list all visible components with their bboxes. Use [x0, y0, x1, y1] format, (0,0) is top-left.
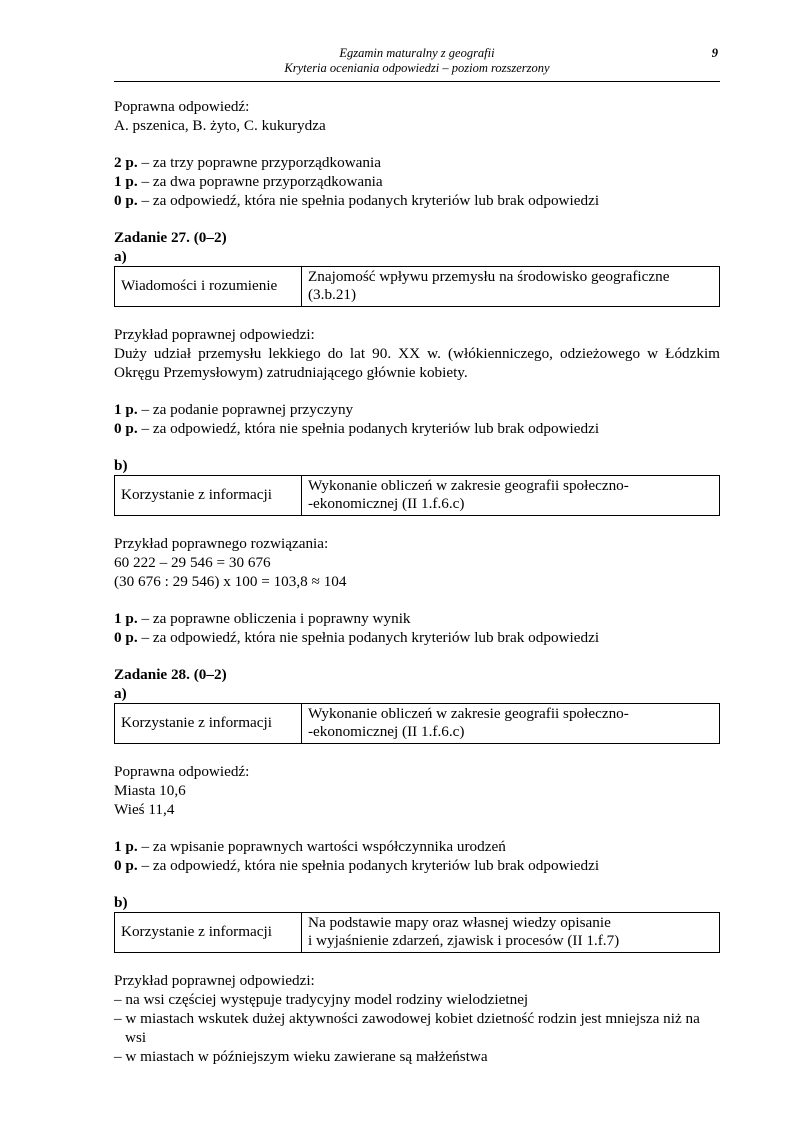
- criteria-line: Wykonanie obliczeń w zakresie geografii społeczno-: [308, 705, 629, 722]
- score-line: 1 p. – za podanie poprawnej przyczyny: [114, 401, 354, 418]
- page-header: [114, 46, 720, 82]
- example-label: Przykład poprawnej odpowiedzi:: [114, 972, 315, 989]
- criteria-table: [114, 703, 720, 744]
- criteria-area: Wiadomości i rozumienie: [115, 267, 302, 307]
- subtask-label: b): [114, 894, 128, 911]
- criteria-table: [114, 266, 720, 307]
- criteria-line: Na podstawie mapy oraz własnej wiedzy opisanie: [308, 914, 611, 931]
- example-label: Przykład poprawnego rozwiązania:: [114, 535, 329, 552]
- task-27: [114, 228, 720, 647]
- subtask-label: b): [114, 457, 128, 474]
- criteria-table: [114, 475, 720, 516]
- task-28: [114, 665, 720, 1066]
- answer-label: Poprawna odpowiedź:: [114, 763, 250, 780]
- score-line: 1 p. – za wpisanie poprawnych wartości współczynnika urodzeń: [114, 838, 506, 855]
- answer-text: A. pszenica, B. żyto, C. kukurydza: [114, 117, 326, 134]
- criteria-requirement: Znajomość wpływu przemysłu na środowisko geograficzne (3.b.21): [302, 267, 720, 307]
- score-line: 0 p. – za odpowiedź, która nie spełnia podanych kryteriów lub brak odpowiedzi: [114, 420, 600, 437]
- subtask-label: a): [114, 248, 127, 265]
- answer-line: Miasta 10,6: [114, 782, 186, 799]
- answer-line: Wieś 11,4: [114, 801, 175, 818]
- score-line: 1 p. – za dwa poprawne przyporządkowania: [114, 173, 383, 190]
- score-line: 0 p. – za odpowiedź, która nie spełnia podanych kryteriów lub brak odpowiedzi: [114, 629, 600, 646]
- page-number: 9: [711, 46, 718, 60]
- example-text: Duży udział przemysłu lekkiego do lat 90. XX w. (włókienniczego, odzieżowego w Łódzkim Okręgu Przemysłowym) zatrudniającego głównie kobiety.: [114, 345, 720, 381]
- list-item: – na wsi częściej występuje tradycyjny model rodziny wielodzietnej: [114, 991, 529, 1008]
- criteria-requirement: [302, 704, 720, 744]
- subtask-label: a): [114, 685, 127, 702]
- page: [114, 46, 720, 1066]
- task-heading: Zadanie 28. (0–2): [114, 666, 227, 683]
- calculation-line: (30 676 : 29 546) x 100 = 103,8 ≈ 104: [114, 573, 347, 590]
- score-line: 0 p. – za odpowiedź, która nie spełnia podanych kryteriów lub brak odpowiedzi: [114, 857, 600, 874]
- criteria-area: Korzystanie z informacji: [115, 913, 302, 953]
- example-label: Przykład poprawnej odpowiedzi:: [114, 326, 315, 343]
- header-exam-title: Egzamin maturalny z geografii: [339, 46, 495, 60]
- score-line: 1 p. – za poprawne obliczenia i poprawny wynik: [114, 610, 411, 627]
- list-item: – w miastach w późniejszym wieku zawierane są małżeństwa: [114, 1048, 488, 1065]
- criteria-line: -ekonomicznej (II 1.f.6.c): [308, 495, 465, 512]
- calculation-line: 60 222 – 29 546 = 30 676: [114, 554, 271, 571]
- criteria-area: Korzystanie z informacji: [115, 704, 302, 744]
- score-line: 0 p. – za odpowiedź, która nie spełnia podanych kryteriów lub brak odpowiedzi: [114, 192, 600, 209]
- header-subtitle: Kryteria oceniania odpowiedzi – poziom rozszerzony: [284, 61, 550, 75]
- prev-task-block: [114, 97, 720, 210]
- criteria-line: Wykonanie obliczeń w zakresie geografii społeczno-: [308, 477, 629, 494]
- criteria-line: i wyjaśnienie zdarzeń, zjawisk i procesów (II 1.f.7): [308, 932, 620, 949]
- criteria-requirement: [302, 913, 720, 953]
- answer-label: Poprawna odpowiedź:: [114, 98, 250, 115]
- criteria-table: [114, 912, 720, 953]
- list-item: – w miastach wskutek dużej aktywności zawodowej kobiet dzietność rodzin jest mniejsza niż na wsi: [114, 1010, 700, 1046]
- criteria-line: -ekonomicznej (II 1.f.6.c): [308, 723, 465, 740]
- criteria-requirement: [302, 476, 720, 516]
- score-line: 2 p. – za trzy poprawne przyporządkowania: [114, 154, 381, 171]
- criteria-area: Korzystanie z informacji: [115, 476, 302, 516]
- task-heading: Zadanie 27. (0–2): [114, 229, 227, 246]
